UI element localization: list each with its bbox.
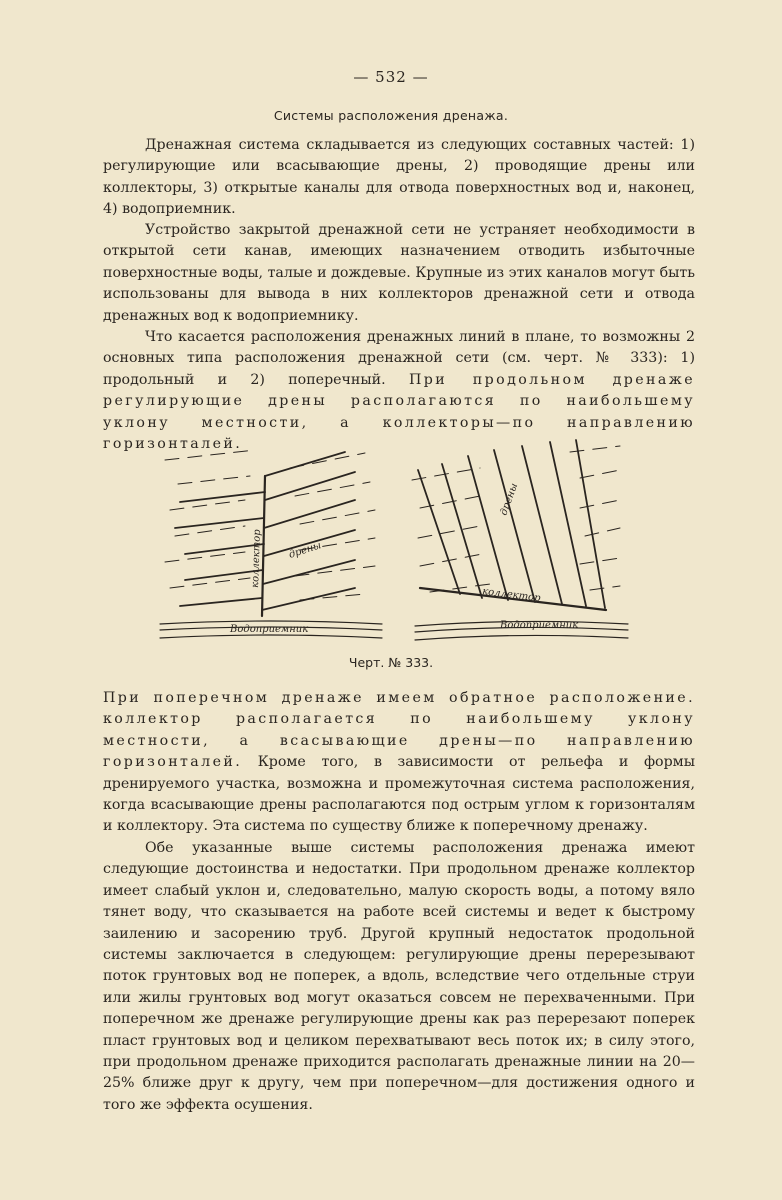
right-drain-lines bbox=[418, 440, 605, 608]
right-drains-label: дрены bbox=[498, 481, 521, 518]
transverse-description: При поперечном дренаже имеем обратное расположение. коллектор располагается по наибольшему уклону местности, а всасывающие дрены—по направлению горизонталей. bbox=[103, 690, 695, 771]
paragraph-layout-types bbox=[103, 327, 695, 455]
layout-types-text: Что касается расположения дренажных линий в плане, то возможны 2 основных типа расположения дренажной сети (см. черт. № 333): 1) продольный и 2) поперечный. bbox=[103, 329, 695, 388]
right-receiver-label: Водоприемник bbox=[500, 620, 579, 631]
paragraph-components: Дренажная система складывается из следующих составных частей: 1) регулирующие или всасывающие дрены, 2) проводящие дрены или коллекторы, 3) открытые каналы для отвода поверхностных вод и, наконец, 4) водоприемник. bbox=[103, 137, 695, 218]
paragraph-transverse bbox=[103, 688, 695, 838]
left-receiver-label: Водоприемник bbox=[230, 624, 309, 635]
longitudinal-description: При продольном дренаже регулирующие дрены располагаются по наибольшему уклону местности, а коллекторы—по направлению горизонталей. bbox=[103, 371, 695, 453]
intermediate-system-text: Кроме того, в зависимости от рельефа и формы дренируемого участка, возможна и промежуточная система расположения, когда всасывающие дрены располагаются под острым углом к горизонталям и коллектору. Эта система по существу ближе к поперечному дренажу. bbox=[103, 754, 695, 835]
paragraph-open-network: Устройство закрытой дренажной сети не устраняет необходимости в открытой сети канав, имеющих назначением отводить избыточные поверхностные воды, талые и дождевые. Крупные из этих каналов могут быть использованы для вывода в них коллекторов дренажной сети и отвода дренажных вод к водоприемнику. bbox=[103, 222, 695, 324]
right-collector-label: коллектор bbox=[481, 586, 542, 605]
section-heading: Системы расположения дренажа. bbox=[273, 108, 509, 123]
page-number: — 532 — bbox=[353, 68, 429, 86]
drainage-layout-figure bbox=[150, 438, 630, 650]
left-drain-lines bbox=[175, 472, 355, 610]
left-collector-label: коллектор bbox=[250, 529, 264, 589]
paragraph-advantages: Обе указанные выше системы расположения дренажа имеют следующие достоинства и недостатки. При продольном дренаже коллектор имеет слабый уклон и, следовательно, малую скорость воды, а потому вяло тянет воду, что сказывается на работе всей системы и ведет к быстрому заилению и засорению труб. Другой крупный недостаток продольной системы заключается в следующем: регулирующие дрены перерезывают поток грунтовых вод не поперек, а вдоль, вследствие чего отдельные струи или жилы грунтовых вод могут оказаться совсем не перехваченными. При поперечном же дренаже регулирующие дрены как раз перерезают поперек пласт грунтовых вод и целиком перехватывают весь поток их; в силу этого, при продольном дренаже приходится располагать дренажные линии на 20—25% ближе друг к другу, чем при поперечном—для достижения одного и того же эффекта осушения. bbox=[103, 840, 695, 1113]
left-drains-label: дрены bbox=[287, 540, 323, 561]
figure-caption: Черт. № 333. bbox=[348, 655, 434, 670]
